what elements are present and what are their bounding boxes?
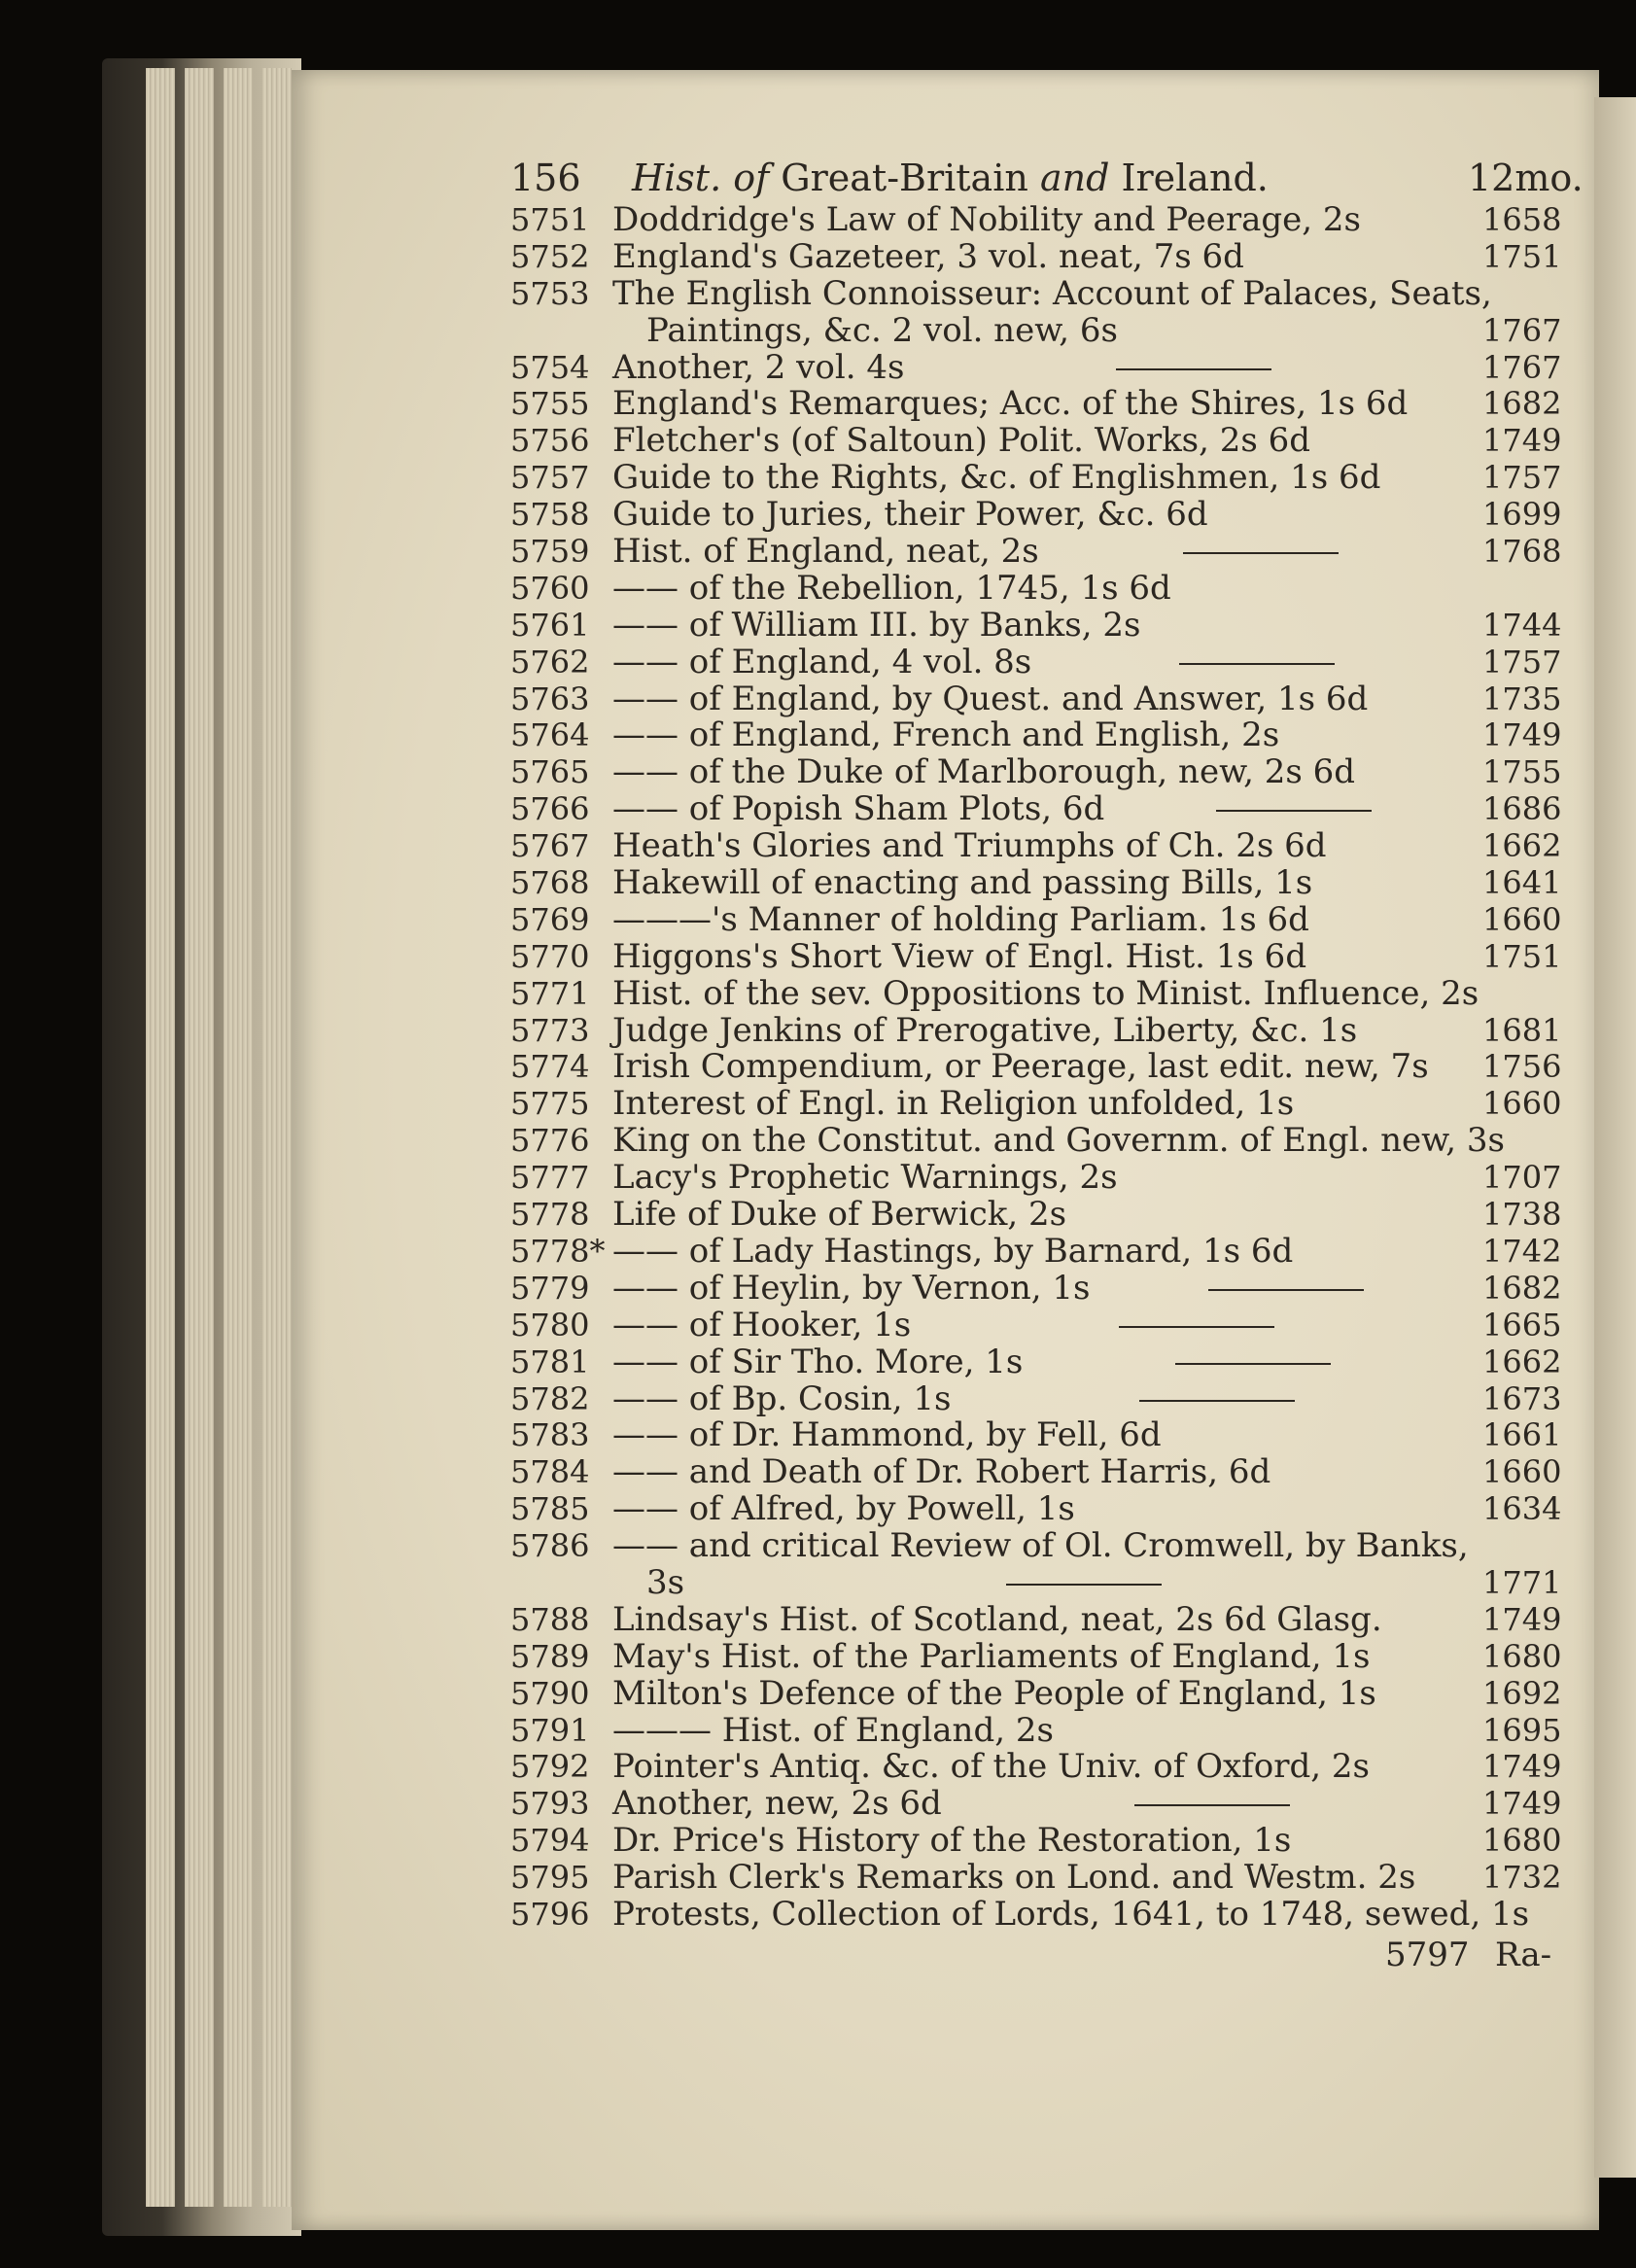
entry-number: 5764 — [510, 716, 590, 754]
entry-list — [510, 202, 1580, 1934]
catalogue-entry — [510, 386, 1580, 423]
entry-number: 5777 — [510, 1159, 590, 1197]
entry-year: 1680 — [1482, 1637, 1562, 1675]
entry-text: Irish Compendium, or Peerage, last edit. new, 7s — [612, 1047, 1429, 1087]
page-stack-edge — [224, 68, 253, 2207]
entry-year: 1682 — [1482, 1269, 1562, 1307]
entry-text: Another, new, 2s 6d — [612, 1784, 942, 1824]
page-number: 156 — [510, 157, 581, 199]
catalogue-entry — [510, 754, 1580, 791]
entry-year: 1768 — [1482, 533, 1562, 571]
entry-text: England's Remarques; Acc. of the Shires, 1s 6d — [612, 384, 1409, 424]
catalogue-entry — [510, 865, 1580, 902]
catalogue-entry — [510, 534, 1580, 571]
entry-year: 1662 — [1482, 1343, 1562, 1380]
leader-rule — [1116, 368, 1271, 370]
entry-year: 1662 — [1482, 827, 1562, 865]
entry-year: 1751 — [1482, 237, 1562, 275]
entry-number: 5782 — [510, 1379, 590, 1417]
catalogue-entry — [510, 1049, 1580, 1086]
entry-number: 5796 — [510, 1895, 590, 1933]
entry-year: 1692 — [1482, 1674, 1562, 1712]
entry-text: —— of the Duke of Marlborough, new, 2s 6d — [612, 752, 1356, 792]
catchword-line — [510, 1934, 1580, 1976]
entry-year: 1771 — [1482, 1563, 1562, 1601]
entry-year: 1735 — [1482, 680, 1562, 717]
entry-text: Lacy's Prophetic Warnings, 2s — [612, 1158, 1118, 1198]
catalogue-entry — [510, 202, 1580, 239]
entry-text: Pointer's Antiq. &c. of the Univ. of Oxford, 2s — [612, 1747, 1370, 1787]
entry-text: Hist. of the sev. Oppositions to Minist. Influence, 2s — [612, 973, 1479, 1013]
entry-number: 5763 — [510, 680, 590, 717]
entry-number: 5771 — [510, 974, 590, 1012]
catalogue-entry — [510, 1305, 1580, 1344]
leader-rule — [1179, 663, 1335, 665]
entry-text: Milton's Defence of the People of England, 1s — [612, 1673, 1376, 1713]
leader-rule — [1183, 552, 1339, 554]
catalogue-entry — [510, 1086, 1580, 1123]
catalogue-entry — [510, 1636, 1580, 1676]
entry-year: 1742 — [1482, 1232, 1562, 1270]
catalogue-entry — [510, 497, 1580, 534]
entry-number: 5776 — [510, 1122, 590, 1160]
entry-number: 5765 — [510, 753, 590, 791]
entry-year: 1767 — [1482, 311, 1562, 349]
entry-text: England's Gazeteer, 3 vol. neat, 7s 6d — [612, 236, 1244, 276]
entry-text: Another, 2 vol. 4s — [612, 347, 905, 387]
entry-year: 1757 — [1482, 459, 1562, 497]
entry-year: 1751 — [1482, 937, 1562, 975]
catalogue-entry — [510, 1344, 1580, 1381]
catalogue-entry — [510, 1894, 1580, 1934]
entry-year: 1738 — [1482, 1196, 1562, 1234]
entry-number: 5758 — [510, 496, 590, 534]
catalogue-entry — [510, 460, 1580, 497]
entry-number: 5751 — [510, 201, 590, 238]
catalogue-entry — [510, 1378, 1580, 1418]
entry-year: 1767 — [1482, 348, 1562, 386]
leader-rule — [1216, 810, 1372, 812]
entry-text: —— of Popish Sham Plots, 6d — [612, 789, 1105, 829]
catalogue-entry — [510, 1197, 1580, 1234]
catalogue-entry — [510, 791, 1580, 828]
page-stack-edge — [262, 68, 292, 2207]
entry-year: 1755 — [1482, 753, 1562, 791]
catalogue-entry — [510, 423, 1580, 460]
leader-rule — [1134, 1804, 1290, 1806]
entry-number: 5791 — [510, 1711, 590, 1749]
catalogue-entry — [510, 973, 1580, 1013]
catalogue-entry — [510, 1562, 1580, 1602]
catalogue-entry — [510, 1231, 1580, 1271]
entry-text: —— and Death of Dr. Robert Harris, 6d — [612, 1452, 1271, 1492]
entry-year: 1634 — [1482, 1490, 1562, 1528]
entry-number: 5775 — [510, 1085, 590, 1123]
catalogue-entry — [510, 717, 1580, 754]
catalogue-entry — [510, 1786, 1580, 1823]
catalogue-entry — [510, 1010, 1580, 1050]
entry-number: 5766 — [510, 790, 590, 828]
entry-year: 1695 — [1482, 1711, 1562, 1749]
entry-text: Guide to the Rights, &c. of Englishmen, 1s 6d — [612, 458, 1381, 498]
entry-number: 5778 — [510, 1196, 590, 1234]
entry-year: 1660 — [1482, 900, 1562, 938]
entry-text: Hakewill of enacting and passing Bills, 1s — [612, 863, 1313, 903]
entry-year: 1641 — [1482, 864, 1562, 902]
leader-rule — [1175, 1363, 1331, 1365]
entry-number: 5790 — [510, 1674, 590, 1712]
entry-number: 5753 — [510, 274, 590, 312]
entry-number: 5780 — [510, 1306, 590, 1343]
page-title: Hist. of Great-Britain and Ireland. — [632, 157, 1269, 199]
catalogue-entry — [510, 347, 1580, 387]
entry-text: —— of Sir Tho. More, 1s — [612, 1342, 1024, 1381]
catalogue-entry — [510, 1454, 1580, 1491]
catalogue-entry — [510, 273, 1580, 313]
entry-year: 1680 — [1482, 1822, 1562, 1860]
entry-text: Protests, Collection of Lords, 1641, to 1748, sewed, 1s — [612, 1894, 1530, 1934]
entry-text: Doddridge's Law of Nobility and Peerage, 2s — [612, 200, 1361, 239]
page-stack-edge — [185, 68, 214, 2207]
entry-number: 5783 — [510, 1416, 590, 1454]
catalogue-entry — [510, 236, 1580, 276]
entry-text: 3s — [646, 1562, 685, 1602]
entry-year: 1749 — [1482, 1785, 1562, 1823]
entry-number: 5754 — [510, 348, 590, 386]
entry-text: Life of Duke of Berwick, 2s — [612, 1195, 1067, 1235]
catalogue-entry — [510, 681, 1580, 718]
entry-text: Guide to Juries, their Power, &c. 6d — [612, 495, 1208, 535]
entry-text: —— of William III. by Banks, 2s — [612, 605, 1141, 645]
catalogue-entry — [510, 568, 1580, 608]
entry-year: 1665 — [1482, 1306, 1562, 1343]
entry-text: —— of Hooker, 1s — [612, 1305, 912, 1344]
entry-text: —— and critical Review of Ol. Cromwell, by Banks, — [612, 1526, 1469, 1566]
page-stack-edge — [146, 68, 175, 2207]
entry-number: 5759 — [510, 533, 590, 571]
catalogue-entry — [510, 1268, 1580, 1308]
entry-text: May's Hist. of the Parliaments of England, 1s — [612, 1636, 1371, 1676]
entry-number: 5774 — [510, 1048, 590, 1086]
entry-year: 1707 — [1482, 1159, 1562, 1197]
entry-year: 1749 — [1482, 1748, 1562, 1786]
catalogue-entry — [510, 642, 1580, 681]
entry-number: 5786 — [510, 1527, 590, 1565]
entry-year: 1682 — [1482, 385, 1562, 423]
entry-year: 1660 — [1482, 1085, 1562, 1123]
entry-text: Lindsay's Hist. of Scotland, neat, 2s 6d Glasg. — [612, 1599, 1382, 1639]
catalogue-entry — [510, 605, 1580, 645]
catalogue-entry — [510, 1528, 1580, 1565]
entry-text: Dr. Price's History of the Restoration, 1s — [612, 1821, 1292, 1861]
leader-rule — [1208, 1289, 1364, 1291]
entry-number: 5788 — [510, 1600, 590, 1638]
catalogue-entry — [510, 1823, 1580, 1860]
entry-number: 5769 — [510, 900, 590, 938]
entry-number: 5793 — [510, 1785, 590, 1823]
catalogue-entry — [510, 936, 1580, 976]
entry-text: The English Connoisseur: Account of Palaces, Seats, — [612, 273, 1492, 313]
leader-rule — [1119, 1326, 1274, 1328]
catalogue-page — [292, 70, 1599, 2230]
catalogue-entry — [510, 1673, 1580, 1713]
catchword: Ra- — [1495, 1935, 1552, 1974]
entry-number: 5757 — [510, 459, 590, 497]
entry-text: —— of Bp. Cosin, 1s — [612, 1378, 952, 1418]
leader-rule — [1139, 1400, 1295, 1402]
facing-page-edge — [1594, 97, 1636, 2178]
entry-text: ———'s Manner of holding Parliam. 1s 6d — [612, 899, 1309, 939]
entry-number: 5779 — [510, 1269, 590, 1307]
entry-text: Higgons's Short View of Engl. Hist. 1s 6d — [612, 936, 1307, 976]
entry-text: Hist. of England, neat, 2s — [612, 532, 1039, 572]
entry-year: 1749 — [1482, 716, 1562, 754]
leader-rule — [1006, 1584, 1162, 1586]
entry-text: —— of Alfred, by Powell, 1s — [612, 1489, 1075, 1529]
entry-text: Parish Clerk's Remarks on Lond. and Westm. 2s — [612, 1858, 1416, 1898]
running-head — [510, 156, 1584, 200]
entry-text: Paintings, &c. 2 vol. new, 6s — [646, 310, 1118, 350]
entry-year: 1756 — [1482, 1048, 1562, 1086]
entry-year: 1749 — [1482, 1600, 1562, 1638]
entry-number: 5755 — [510, 385, 590, 423]
entry-year: 1757 — [1482, 643, 1562, 680]
entry-year: 1732 — [1482, 1859, 1562, 1897]
entry-text: —— of England, by Quest. and Answer, 1s 6d — [612, 679, 1369, 718]
entry-text: Interest of Engl. in Religion unfolded, 1s — [612, 1084, 1295, 1124]
catalogue-entry — [510, 1491, 1580, 1528]
entry-text: —— of England, 4 vol. 8s — [612, 642, 1032, 681]
entry-number: 5784 — [510, 1453, 590, 1491]
catalogue-entry — [510, 1860, 1580, 1897]
entry-number: 5792 — [510, 1748, 590, 1786]
entry-text: —— of Dr. Hammond, by Fell, 6d — [612, 1415, 1162, 1455]
entry-number: 5789 — [510, 1637, 590, 1675]
entry-year: 1661 — [1482, 1416, 1562, 1454]
catalogue-entry — [510, 1417, 1580, 1454]
entry-number: 5781 — [510, 1343, 590, 1380]
entry-year: 1744 — [1482, 606, 1562, 644]
entry-text: ——— Hist. of England, 2s — [612, 1710, 1054, 1750]
entry-number: 5768 — [510, 864, 590, 902]
entry-number: 5762 — [510, 643, 590, 680]
entry-text: Heath's Glories and Triumphs of Ch. 2s 6d — [612, 826, 1327, 866]
entry-year: 1658 — [1482, 201, 1562, 238]
catalogue-entry — [510, 1710, 1580, 1750]
entry-text: —— of the Rebellion, 1745, 1s 6d — [612, 568, 1171, 608]
catalogue-entry — [510, 1123, 1580, 1160]
entry-number: 5760 — [510, 569, 590, 607]
entry-text: Judge Jenkins of Prerogative, Liberty, &c. 1s — [612, 1010, 1358, 1050]
format-label: 12mo. — [1468, 157, 1584, 199]
catalogue-entry — [510, 1160, 1580, 1197]
entry-year: 1673 — [1482, 1379, 1562, 1417]
entry-number: 5770 — [510, 937, 590, 975]
catalogue-entry — [510, 828, 1580, 865]
entry-number: 5773 — [510, 1011, 590, 1049]
entry-text: —— of Lady Hastings, by Barnard, 1s 6d — [612, 1231, 1294, 1271]
catchword-number: 5797 — [1385, 1935, 1470, 1974]
entry-year: 1681 — [1482, 1011, 1562, 1049]
entry-year: 1749 — [1482, 422, 1562, 460]
entry-number: 5761 — [510, 606, 590, 644]
entry-year: 1660 — [1482, 1453, 1562, 1491]
entry-number: 5756 — [510, 422, 590, 460]
catalogue-text — [510, 156, 1584, 1976]
entry-number: 5794 — [510, 1822, 590, 1860]
entry-number: 5752 — [510, 237, 590, 275]
catalogue-entry — [510, 310, 1580, 350]
entry-text: —— of Heylin, by Vernon, 1s — [612, 1268, 1091, 1308]
catalogue-entry — [510, 899, 1580, 939]
catalogue-entry — [510, 1749, 1580, 1786]
entry-number: 5778* — [510, 1232, 606, 1270]
entry-number: 5767 — [510, 827, 590, 865]
entry-text: Fletcher's (of Saltoun) Polit. Works, 2s 6d — [612, 421, 1311, 461]
entry-number: 5785 — [510, 1490, 590, 1528]
entry-text: King on the Constitut. and Governm. of Engl. new, 3s — [612, 1121, 1505, 1161]
entry-year: 1686 — [1482, 790, 1562, 828]
entry-number: 5795 — [510, 1859, 590, 1897]
entry-text: —— of England, French and English, 2s — [612, 715, 1280, 755]
catalogue-entry — [510, 1599, 1580, 1639]
entry-year: 1699 — [1482, 496, 1562, 534]
